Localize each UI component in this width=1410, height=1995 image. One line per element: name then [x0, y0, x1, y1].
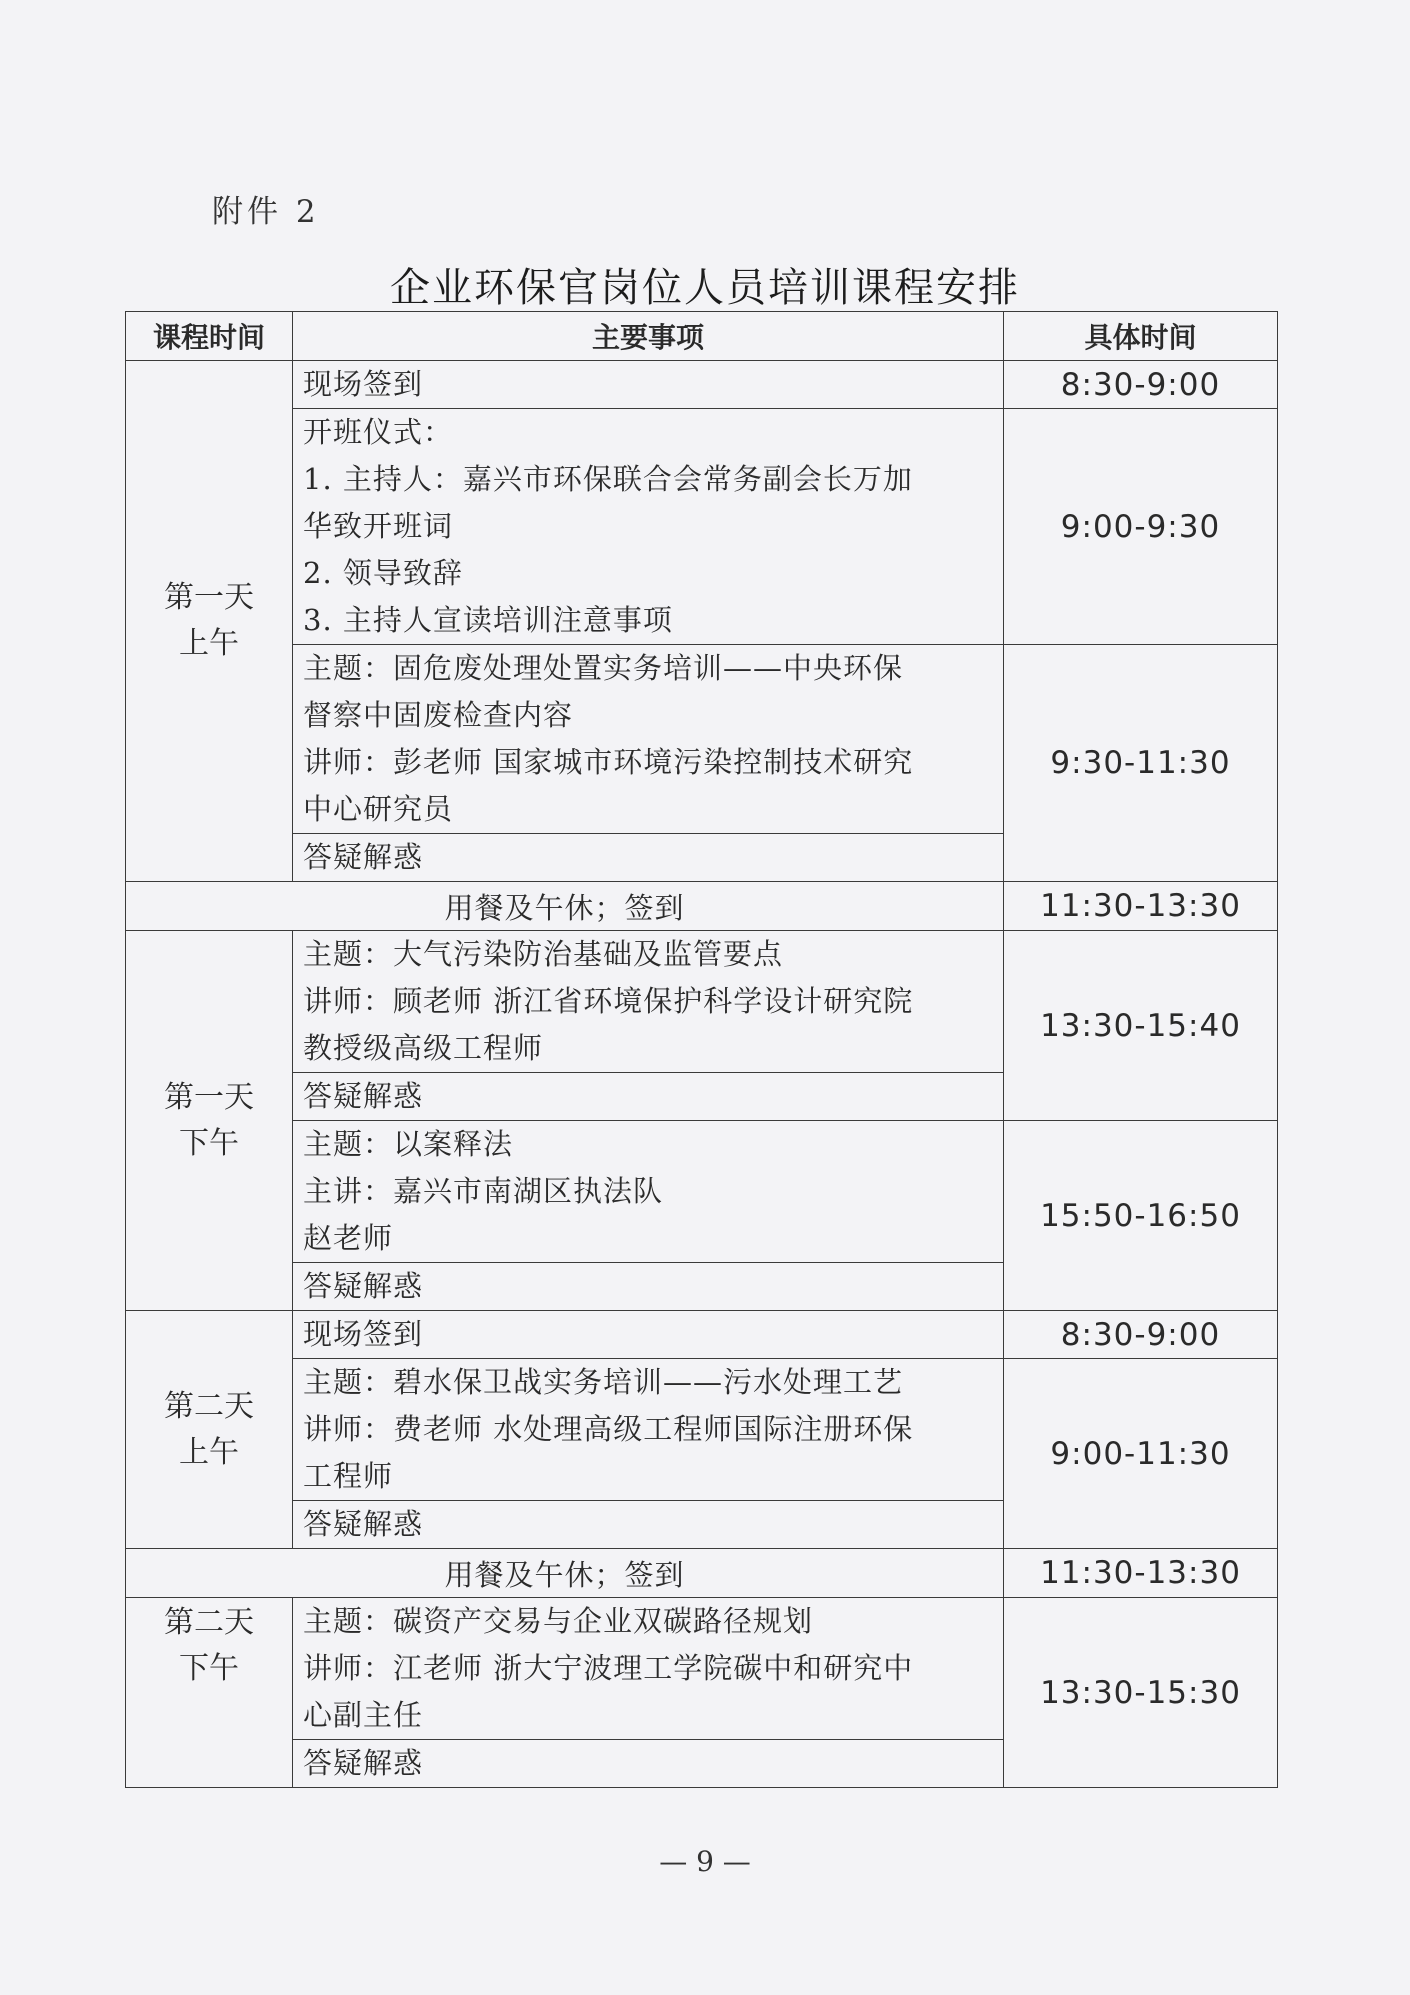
- period-cell: [126, 1311, 293, 1549]
- period-cell: [126, 931, 293, 1311]
- item-cell: [293, 1121, 1004, 1263]
- item-line: 华致开班词: [303, 509, 454, 543]
- table-row: [126, 931, 1278, 1073]
- item-line: 讲师：顾老师 浙江省环境保护科学设计研究院: [303, 984, 914, 1018]
- item-line: 督察中固废检查内容: [303, 698, 574, 732]
- item-line: 教授级高级工程师: [303, 1031, 544, 1065]
- item-line: 赵老师: [303, 1221, 394, 1255]
- item-line: 主题：以案释法: [303, 1127, 514, 1161]
- item-line: 现场签到: [303, 1317, 424, 1351]
- table-row: [126, 1311, 1278, 1359]
- table-row: [126, 361, 1278, 409]
- item-line: 主讲：嘉兴市南湖区执法队: [303, 1174, 664, 1208]
- period-cell: [126, 1598, 293, 1788]
- table-row: [126, 1598, 1278, 1740]
- item-line: 讲师：费老师 水处理高级工程师国际注册环保: [303, 1412, 914, 1446]
- period-line: 第一天: [164, 1079, 254, 1115]
- item-cell: [293, 409, 1004, 645]
- time-cell: 13:30-15:30: [1004, 1598, 1278, 1788]
- item-cell: [293, 1311, 1004, 1359]
- page-number: — 9 —: [659, 1845, 751, 1878]
- item-line: 现场签到: [303, 367, 424, 401]
- period-line: 第一天: [164, 580, 254, 615]
- lunch-label: 用餐及午休；签到: [126, 1549, 1004, 1598]
- lunch-row: [126, 1549, 1278, 1598]
- header-period: 课程时间: [126, 312, 293, 361]
- item-cell: [293, 1359, 1004, 1501]
- item-line: 2. 领导致辞: [303, 556, 463, 590]
- period-line: 第二天: [164, 1605, 254, 1640]
- header-time: 具体时间: [1004, 312, 1278, 361]
- table-row: [126, 409, 1278, 645]
- item-line: 3. 主持人宣读培训注意事项: [303, 603, 673, 637]
- item-line: 讲师：彭老师 国家城市环境污染控制技术研究: [303, 745, 914, 779]
- qa-cell: 答疑解惑: [293, 834, 1004, 882]
- item-line: 讲师：江老师 浙大宁波理工学院碳中和研究中: [303, 1651, 914, 1685]
- item-line: 心副主任: [303, 1698, 424, 1732]
- period-line: 下午: [179, 1651, 239, 1686]
- item-line: 工程师: [303, 1459, 394, 1493]
- qa-cell: 答疑解惑: [293, 1501, 1004, 1549]
- item-cell: [293, 645, 1004, 834]
- qa-cell: 答疑解惑: [293, 1073, 1004, 1121]
- time-cell: 11:30-13:30: [1004, 882, 1278, 931]
- qa-cell: 答疑解惑: [293, 1263, 1004, 1311]
- item-cell: [293, 1598, 1004, 1740]
- period-line: 上午: [179, 1434, 239, 1470]
- item-line: 主题：固危废处理处置实务培训——中央环保: [303, 651, 904, 685]
- lunch-row: [126, 882, 1278, 931]
- time-cell: 9:00-11:30: [1004, 1359, 1278, 1549]
- period-cell: [126, 361, 293, 882]
- period-line: 上午: [179, 626, 239, 661]
- header-item: 主要事项: [293, 312, 1004, 361]
- item-line: 1. 主持人：嘉兴市环保联合会常务副会长万加: [303, 462, 913, 496]
- period-line: 下午: [179, 1125, 239, 1161]
- item-line: 开班仪式：: [303, 415, 454, 449]
- item-line: 中心研究员: [303, 792, 454, 826]
- attachment-label: 附件 2: [212, 194, 320, 230]
- time-cell: 13:30-15:40: [1004, 931, 1278, 1121]
- document-title: 企业环保官岗位人员培训课程安排: [390, 265, 1020, 311]
- period-line: 第二天: [164, 1388, 254, 1424]
- time-cell: 15:50-16:50: [1004, 1121, 1278, 1311]
- qa-cell: 答疑解惑: [293, 1740, 1004, 1788]
- schedule-table: [125, 311, 1278, 1788]
- item-cell: [293, 931, 1004, 1073]
- table-row: [126, 1121, 1278, 1263]
- table-row: [126, 1359, 1278, 1501]
- time-cell: 9:30-11:30: [1004, 645, 1278, 882]
- item-cell: [293, 361, 1004, 409]
- time-cell: 9:00-9:30: [1004, 409, 1278, 645]
- time-cell: 8:30-9:00: [1004, 1311, 1278, 1359]
- item-line: 主题：碧水保卫战实务培训——污水处理工艺: [303, 1365, 904, 1399]
- item-line: 主题：碳资产交易与企业双碳路径规划: [303, 1604, 814, 1638]
- item-line: 主题：大气污染防治基础及监管要点: [303, 937, 784, 971]
- time-cell: 8:30-9:00: [1004, 361, 1278, 409]
- time-cell: 11:30-13:30: [1004, 1549, 1278, 1598]
- table-row: [126, 645, 1278, 834]
- header-row: [126, 312, 1278, 361]
- lunch-label: 用餐及午休；签到: [126, 882, 1004, 931]
